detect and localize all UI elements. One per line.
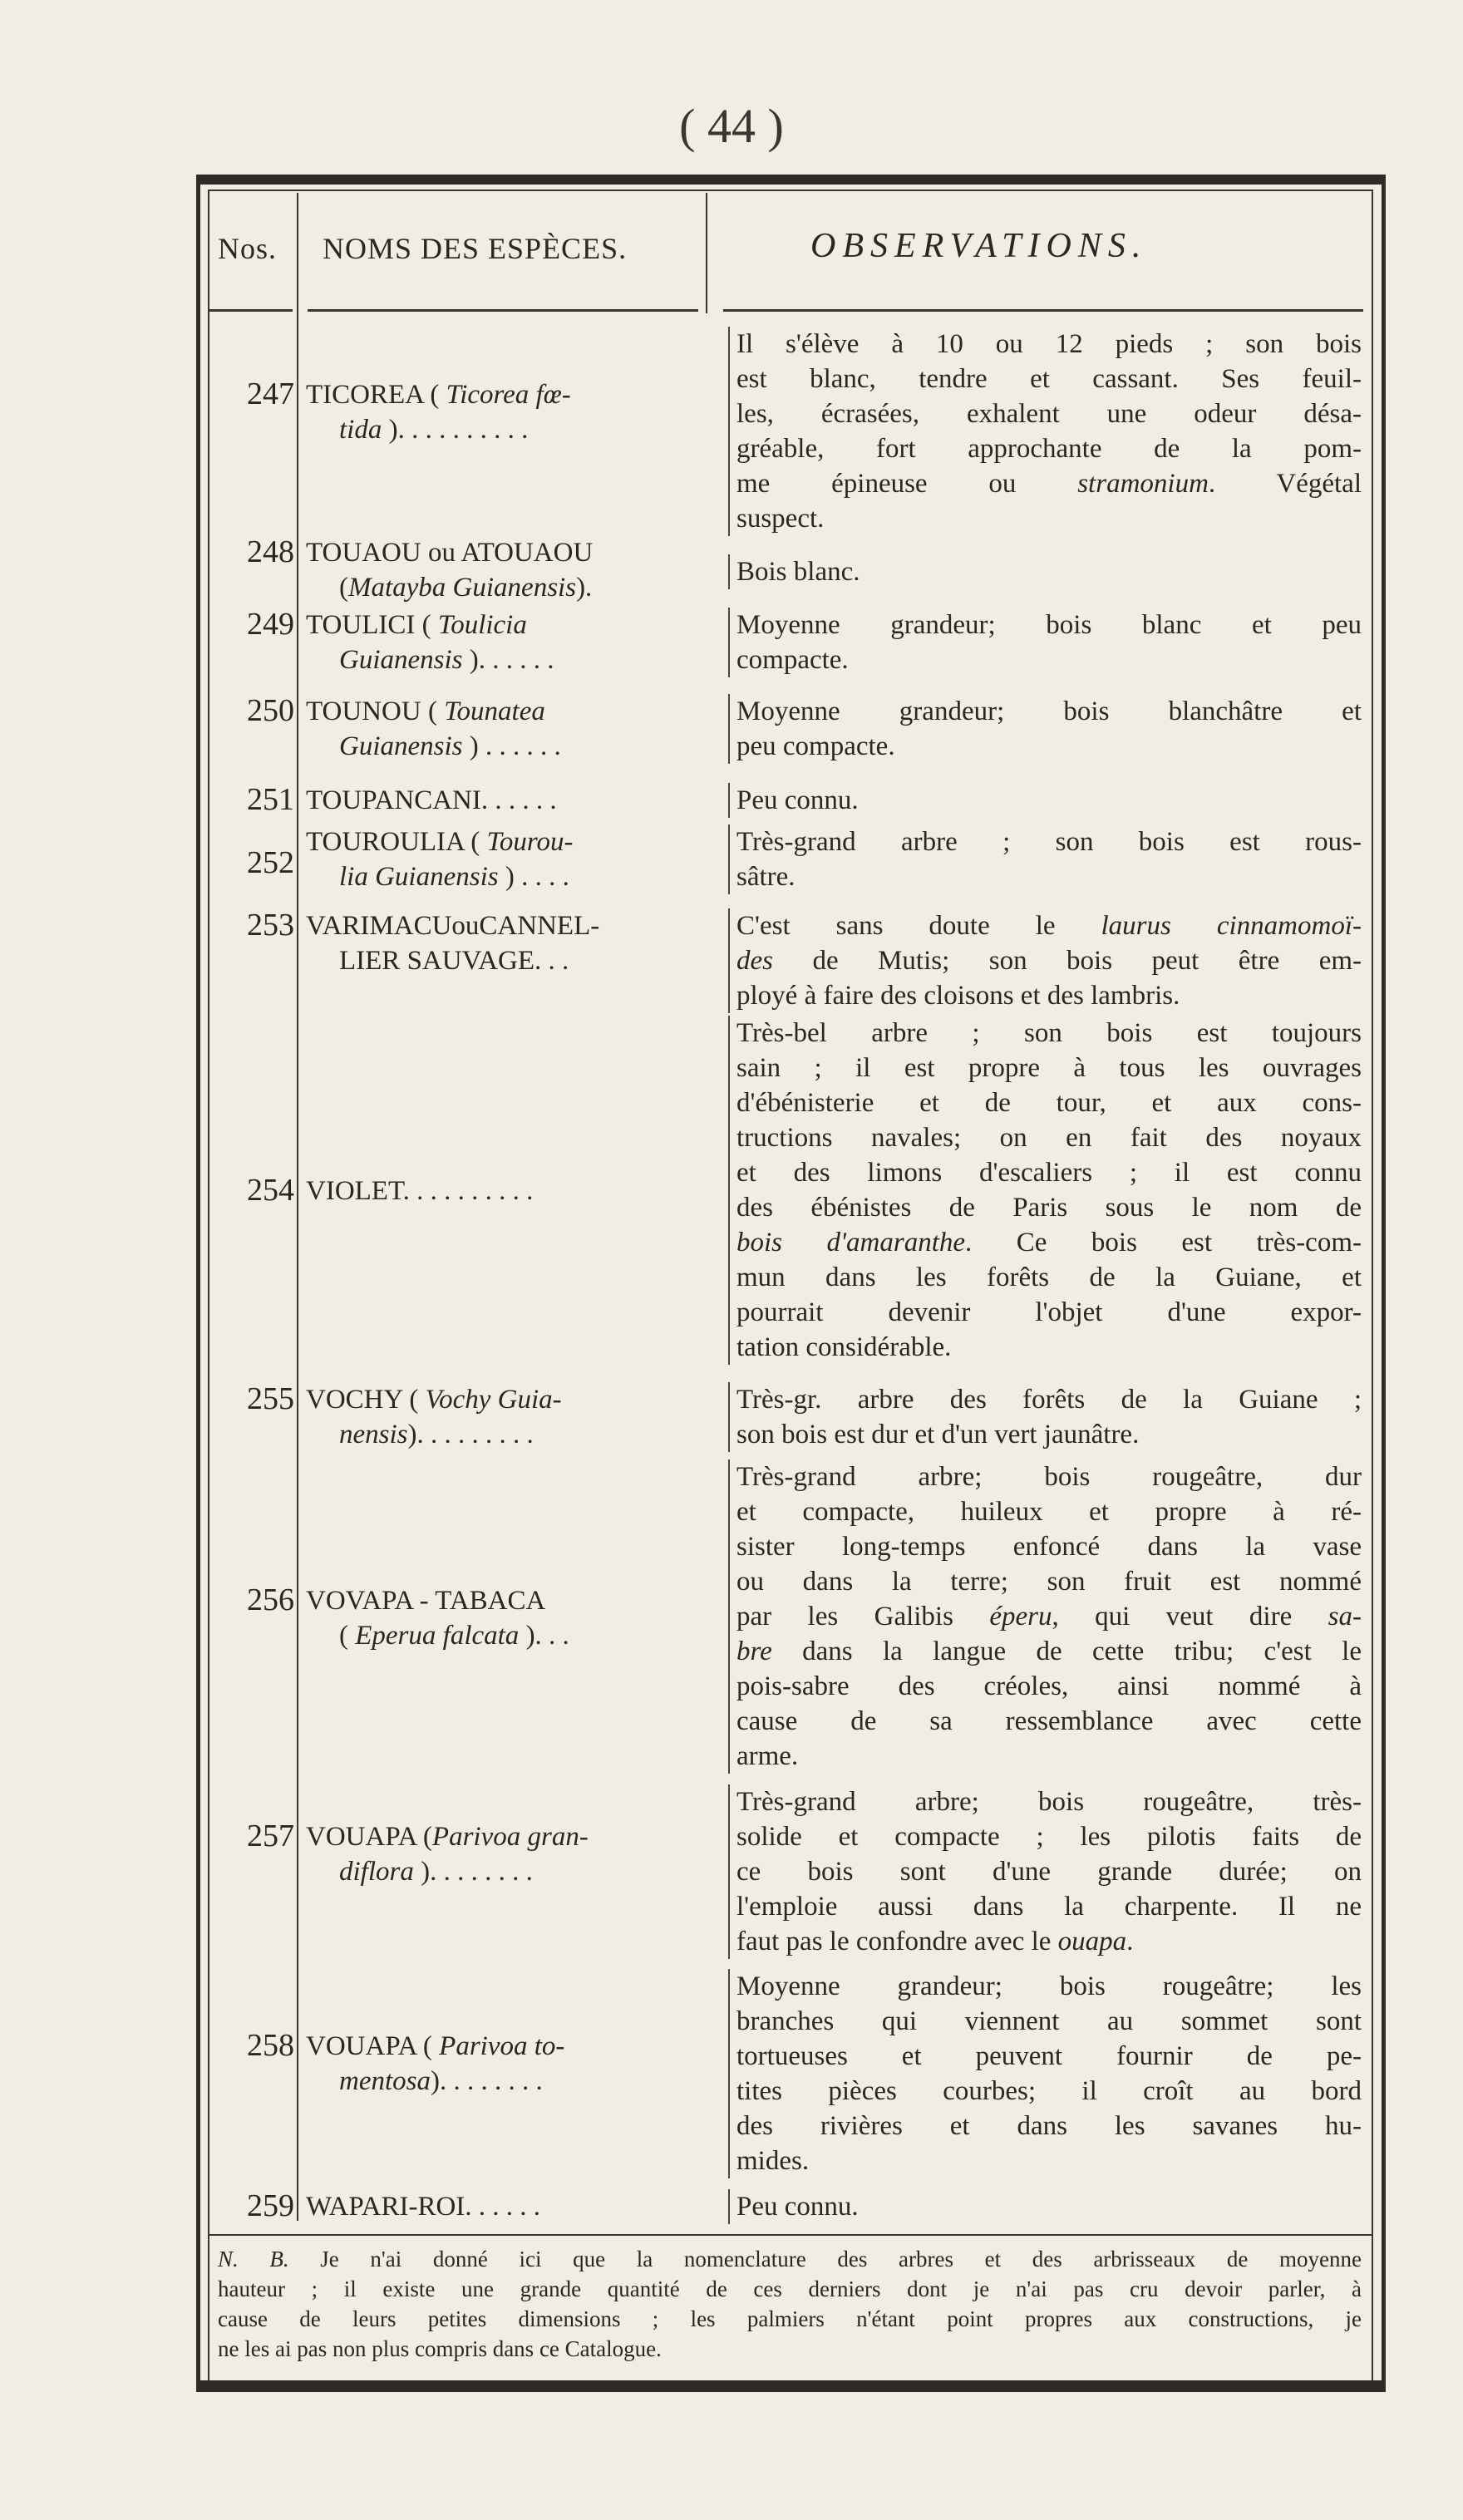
species-name xyxy=(306,1174,697,1208)
note-line xyxy=(218,2274,1362,2304)
text-segment: mun dans les forêts de la Guiane, et xyxy=(736,1262,1362,1293)
observation-line xyxy=(736,694,1362,729)
observation-line xyxy=(736,501,1362,536)
species-name xyxy=(306,1583,697,1653)
observation-line xyxy=(736,2109,1362,2143)
observation-line xyxy=(736,824,1362,859)
text-segment: ). . . . . . . . xyxy=(431,2065,543,2096)
note-line xyxy=(218,2334,1362,2364)
text-segment: VOUAPA ( xyxy=(306,1822,432,1853)
observation-line xyxy=(736,1819,1362,1854)
species-name xyxy=(306,694,697,764)
italic-segment: nensis xyxy=(339,1420,408,1450)
italic-segment: bre xyxy=(736,1637,772,1667)
entry-number: 248 xyxy=(247,534,294,570)
text-segment: d'ébénisterie et de tour, et aux cons- xyxy=(736,1088,1362,1119)
observation-line xyxy=(736,327,1362,362)
entry-number: 255 xyxy=(247,1381,294,1417)
species-name-line xyxy=(306,412,697,447)
text-segment: cause de leurs petites dimensions ; les palmiers n'étant point propres aux constructions, je xyxy=(218,2306,1362,2331)
italic-segment: Guianensis xyxy=(339,645,463,676)
entry-number: 251 xyxy=(247,781,294,817)
text-segment: TOUPANCANI. . . . . . xyxy=(306,785,557,815)
observation-line xyxy=(736,2074,1362,2109)
observation xyxy=(728,2189,1362,2224)
text-segment: VOUAPA ( xyxy=(306,2030,440,2061)
species-name-line xyxy=(306,824,697,859)
footnote xyxy=(218,2244,1362,2364)
italic-segment: Parivoa gran- xyxy=(431,1822,589,1853)
species-name-line xyxy=(306,377,697,412)
species-name-line xyxy=(306,608,697,642)
italic-segment: Toulicia xyxy=(437,610,527,641)
text-segment: ( xyxy=(339,1620,356,1651)
italic-segment: Eperua falcata xyxy=(355,1620,520,1651)
text-segment: Peu connu. xyxy=(736,2192,859,2222)
observation xyxy=(728,327,1362,536)
species-name xyxy=(306,1819,697,1889)
text-segment: ( xyxy=(339,573,348,603)
observation-line xyxy=(736,1225,1362,1260)
text-segment: l'emploie aussi dans la charpente. Il ne xyxy=(736,1891,1362,1922)
text-segment: tites pièces courbes; il croît au bord xyxy=(736,2076,1362,2107)
observation-line xyxy=(736,1739,1362,1774)
entry-number: 247 xyxy=(247,377,294,412)
header-observations: OBSERVATIONS. xyxy=(810,227,1148,265)
text-segment: ) . . . . . . xyxy=(462,731,561,762)
italic-segment: mentosa xyxy=(339,2065,431,2096)
text-segment: TOUROULIA ( xyxy=(306,827,487,858)
observation-line xyxy=(736,1924,1362,1959)
text-segment: compacte. xyxy=(736,645,849,676)
text-segment: mides. xyxy=(736,2146,810,2177)
text-segment: arme. xyxy=(736,1741,799,1772)
entry-number: 256 xyxy=(247,1582,294,1617)
italic-segment: N. B. xyxy=(218,2247,289,2271)
observation-line xyxy=(736,1295,1362,1330)
text-segment: tation considérable. xyxy=(736,1332,952,1363)
italic-segment: tida xyxy=(339,415,382,445)
species-name-line xyxy=(306,908,697,943)
text-segment: et compacte, huileux et propre à ré- xyxy=(736,1497,1362,1528)
observation-line xyxy=(736,978,1362,1013)
observation xyxy=(728,1969,1362,2178)
observation-line xyxy=(736,783,1362,818)
observation-line xyxy=(736,908,1362,943)
note-line xyxy=(218,2244,1362,2274)
text-segment: TICOREA ( xyxy=(306,380,446,411)
species-name-line xyxy=(306,1382,697,1417)
observation-line xyxy=(736,466,1362,501)
text-segment: branches qui viennent au sommet sont xyxy=(736,2006,1362,2037)
text-segment: tructions navales; on en fait des noyaux xyxy=(736,1123,1362,1154)
species-name-line xyxy=(306,642,697,677)
observation xyxy=(728,1459,1362,1774)
text-segment: . xyxy=(1126,1926,1134,1956)
text-segment: VOCHY ( xyxy=(306,1385,426,1415)
species-name-line xyxy=(306,2029,697,2064)
text-segment: ). . . . . . . . . . xyxy=(382,415,529,445)
text-segment: et des limons d'escaliers ; il est connu xyxy=(736,1158,1362,1189)
text-segment: sister long-temps enfoncé dans la vase xyxy=(736,1532,1362,1563)
species-name-line xyxy=(306,2189,697,2224)
observation-line xyxy=(736,396,1362,431)
header-rule-names xyxy=(308,309,698,312)
observation-line xyxy=(736,1120,1362,1155)
observation xyxy=(728,783,1362,818)
observation-line xyxy=(736,1669,1362,1704)
bottom-rule xyxy=(196,2380,1386,2392)
text-segment: LIER SAUVAGE. . . xyxy=(339,945,569,976)
text-segment: des ébénistes de Paris sous le nom de xyxy=(736,1193,1362,1223)
observation xyxy=(728,1382,1362,1452)
italic-segment: Parivoa to- xyxy=(439,2030,565,2061)
entry-number: 252 xyxy=(247,845,294,881)
species-name xyxy=(306,535,697,605)
entry-number: 258 xyxy=(247,2027,294,2063)
observation-line xyxy=(736,554,1362,589)
note-rule xyxy=(209,2234,1372,2236)
text-segment: ne les ai pas non plus compris dans ce Catalogue. xyxy=(218,2336,662,2361)
text-segment: me épineuse ou xyxy=(736,468,1078,499)
text-segment: C'est sans doute le xyxy=(736,910,1101,941)
italic-segment: lia Guianensis xyxy=(339,862,499,893)
text-segment: Moyenne grandeur; bois blanchâtre et xyxy=(736,696,1362,727)
observation xyxy=(728,694,1362,764)
observation xyxy=(728,608,1362,677)
observation-line xyxy=(736,1969,1362,2004)
entry-number: 253 xyxy=(247,907,294,943)
italic-segment: ouapa xyxy=(1057,1926,1127,1956)
entry-number: 257 xyxy=(247,1819,294,1854)
text-segment: Très-grand arbre ; son bois est rous- xyxy=(736,827,1362,858)
text-segment: ) . . . . xyxy=(498,862,569,893)
column-divider-header xyxy=(706,193,707,313)
text-segment: hauteur ; il existe une grande quantité de ces derniers dont je n'ai pas cru devoir parler, à xyxy=(218,2276,1362,2301)
observation xyxy=(728,1784,1362,1959)
top-rule xyxy=(196,175,1386,185)
entry-number: 254 xyxy=(247,1172,294,1208)
observation-line xyxy=(736,1599,1362,1634)
text-segment: ce bois sont d'une grande durée; on xyxy=(736,1856,1362,1887)
note-line xyxy=(218,2304,1362,2334)
italic-segment: éperu xyxy=(989,1602,1052,1632)
observation-line xyxy=(736,1016,1362,1051)
observation-line xyxy=(736,362,1362,396)
text-segment: des rivières et dans les savanes hu- xyxy=(736,2111,1362,2142)
text-segment: VIOLET. . . . . . . . . . xyxy=(306,1175,534,1206)
italic-segment: Vochy Guia- xyxy=(425,1385,562,1415)
observation-line xyxy=(736,1494,1362,1529)
italic-segment: bois d'amaranthe xyxy=(736,1228,966,1258)
entry-number: 259 xyxy=(247,2188,294,2224)
italic-segment: Tourou- xyxy=(486,827,574,858)
text-segment: par les Galibis xyxy=(736,1602,990,1632)
text-segment: TOUAOU ou ATOUAOU xyxy=(306,538,594,568)
text-segment: dans la langue de cette tribu; c'est le xyxy=(771,1637,1362,1667)
observation-line xyxy=(736,1889,1362,1924)
italic-segment: Tounatea xyxy=(444,696,545,727)
text-segment: ). . . . . . xyxy=(462,645,554,676)
species-name-line xyxy=(306,783,697,818)
observation-line xyxy=(736,2004,1362,2039)
text-segment: sain ; il est propre à tous les ouvrages xyxy=(736,1053,1362,1084)
observation-line xyxy=(736,1190,1362,1225)
text-segment: tortueuses et peuvent fournir de pe- xyxy=(736,2041,1362,2072)
text-segment: ). . . . . . . . xyxy=(413,1857,533,1888)
italic-segment: laurus cinnamomoï- xyxy=(1101,910,1362,941)
species-name-line xyxy=(306,1583,697,1618)
text-segment: VARIMACUouCANNEL- xyxy=(306,910,600,941)
observation-line xyxy=(736,1051,1362,1085)
observation-line xyxy=(736,1459,1362,1494)
species-name xyxy=(306,908,697,978)
text-segment: Peu connu. xyxy=(736,785,859,815)
observation-line xyxy=(736,608,1362,642)
species-name xyxy=(306,2029,697,2099)
header-names: NOMS DES ESPÈCES. xyxy=(323,232,628,265)
text-segment: pois-sabre des créoles, ainsi nommé à xyxy=(736,1671,1362,1702)
column-divider-num xyxy=(297,193,298,2221)
text-segment: ). xyxy=(576,573,593,603)
observation-line xyxy=(736,1330,1362,1365)
species-name-line xyxy=(306,694,697,729)
header-rule-obs xyxy=(723,309,1363,312)
observation-line xyxy=(736,859,1362,894)
italic-segment: diflora xyxy=(339,1857,414,1888)
species-name-line xyxy=(306,1174,697,1208)
italic-segment: stramonium xyxy=(1077,468,1209,499)
text-segment: . Ce bois est très-com- xyxy=(965,1228,1362,1258)
text-segment: cause de sa ressemblance avec cette xyxy=(736,1706,1362,1737)
species-name-line xyxy=(306,859,697,894)
text-segment: TOULICI ( xyxy=(306,610,438,641)
italic-segment: sa- xyxy=(1328,1602,1362,1632)
text-segment: . Végétal xyxy=(1208,468,1362,499)
species-name xyxy=(306,824,697,894)
species-name-line xyxy=(306,570,697,605)
text-segment: ployé à faire des cloisons et des lambris. xyxy=(736,980,1180,1011)
observation-line xyxy=(736,1784,1362,1819)
text-segment: Très-grand arbre; bois rougeâtre, dur xyxy=(736,1462,1362,1493)
observation-line xyxy=(736,1382,1362,1417)
italic-segment: Ticorea fœ- xyxy=(446,380,571,411)
italic-segment: Matayba Guianensis xyxy=(348,573,577,603)
text-segment: solide et compacte ; les pilotis faits de xyxy=(736,1821,1362,1852)
page-number: ( 44 ) xyxy=(679,99,784,153)
observation-line xyxy=(736,2189,1362,2224)
text-segment: Moyenne grandeur; bois rougeâtre; les xyxy=(736,1971,1362,2002)
observation-line xyxy=(736,2143,1362,2178)
species-name xyxy=(306,2189,697,2224)
observation xyxy=(728,1016,1362,1365)
observation-line xyxy=(736,1634,1362,1669)
observation-line xyxy=(736,431,1362,466)
italic-segment: des xyxy=(736,945,773,976)
italic-segment: Guianensis xyxy=(339,731,463,762)
species-name-line xyxy=(306,1417,697,1452)
text-segment: Je n'ai donné ici que la nomenclature des arbres et des arbrisseaux de moyenne xyxy=(288,2247,1362,2271)
observation-line xyxy=(736,642,1362,677)
observation-line xyxy=(736,1564,1362,1599)
entry-number: 250 xyxy=(247,693,294,729)
text-segment: Moyenne grandeur; bois blanc et peu xyxy=(736,610,1362,641)
species-name-line xyxy=(306,1618,697,1653)
species-name-line xyxy=(306,729,697,764)
header-rule-num xyxy=(209,309,293,312)
species-name-line xyxy=(306,535,697,570)
species-name-line xyxy=(306,943,697,978)
text-segment: faut pas le confondre avec le xyxy=(736,1926,1058,1956)
text-segment: Très-gr. arbre des forêts de la Guiane ; xyxy=(736,1385,1362,1415)
text-segment: Bois blanc. xyxy=(736,557,860,588)
text-segment: Très-bel arbre ; son bois est toujours xyxy=(736,1018,1362,1049)
text-segment: , qui veut dire xyxy=(1052,1602,1328,1632)
species-name xyxy=(306,608,697,677)
text-segment: sâtre. xyxy=(736,862,796,893)
text-segment: WAPARI-ROI. . . . . . xyxy=(306,2192,541,2222)
text-segment: peu compacte. xyxy=(736,731,895,762)
text-segment: ou dans la terre; son fruit est nommé xyxy=(736,1567,1362,1597)
observation-line xyxy=(736,1155,1362,1190)
observation xyxy=(728,554,1362,589)
observation-line xyxy=(736,2039,1362,2074)
observation-line xyxy=(736,729,1362,764)
observation-line xyxy=(736,1260,1362,1295)
header-num: Nos. xyxy=(218,232,278,265)
text-segment: suspect. xyxy=(736,503,825,534)
text-segment: de Mutis; son bois peut être em- xyxy=(773,945,1362,976)
observation-line xyxy=(736,1085,1362,1120)
text-segment: pourrait devenir l'objet d'une expor- xyxy=(736,1297,1362,1328)
species-name-line xyxy=(306,2064,697,2099)
species-name-line xyxy=(306,1819,697,1854)
observation-line xyxy=(736,1417,1362,1452)
text-segment: VOVAPA - TABACA xyxy=(306,1585,546,1616)
entry-number: 249 xyxy=(247,607,294,642)
observation-line xyxy=(736,943,1362,978)
observation-line xyxy=(736,1704,1362,1739)
observation xyxy=(728,908,1362,1013)
text-segment: les, écrasées, exhalent une odeur désa- xyxy=(736,398,1362,429)
species-name xyxy=(306,377,697,447)
text-segment: son bois est dur et d'un vert jaunâtre. xyxy=(736,1420,1140,1450)
observation-line xyxy=(736,1529,1362,1564)
text-segment: Il s'élève à 10 ou 12 pieds ; son bois xyxy=(736,328,1362,359)
text-segment: TOUNOU ( xyxy=(306,696,445,727)
text-segment: Très-grand arbre; bois rougeâtre, très- xyxy=(736,1786,1362,1817)
observation-line xyxy=(736,1854,1362,1889)
species-name xyxy=(306,783,697,818)
text-segment: est blanc, tendre et cassant. Ses feuil- xyxy=(736,363,1362,394)
observation xyxy=(728,824,1362,894)
species-name xyxy=(306,1382,697,1452)
text-segment: ). . . . . . . . . xyxy=(407,1420,534,1450)
text-segment: ). . . xyxy=(519,1620,569,1651)
text-segment: gréable, fort approchante de la pom- xyxy=(736,433,1362,464)
species-name-line xyxy=(306,1854,697,1889)
